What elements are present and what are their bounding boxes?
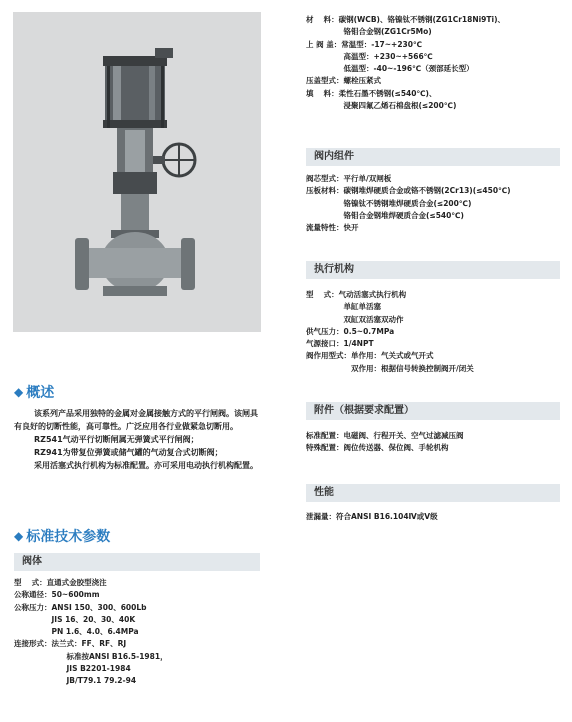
- actuator-band: 执行机构: [306, 261, 560, 279]
- spec-line: JB/T79.1 79.2-94: [14, 676, 137, 686]
- spec-line: 低温型：-40~-196℃（颈部延长型）: [306, 64, 474, 74]
- spec-line: 气源接口：1/4NPT: [306, 339, 374, 349]
- spec-line: 双缸双活塞双动作: [306, 314, 404, 324]
- spec-line: 高温型：+230~+566℃: [306, 51, 433, 61]
- spec-line: 阀作用型式：单作用：气关式或气开式: [306, 351, 434, 361]
- spec-line: 连接形式：法兰式：FF、RF、RJ: [14, 639, 127, 649]
- spec-line: 填 料：柔性石墨不锈钢(≤540℃)、: [306, 88, 437, 98]
- spec-line: JIS B2201-1984: [14, 664, 131, 674]
- spec-line: 双作用：根据信号转换控制阀开/闭关: [306, 363, 474, 373]
- overview-paragraph: 该系列产品采用独特的金属对金属接触方式的平行闸阀。该闸具有良好的切断性能，高可靠性。广泛应用各行业做紧急切断用。: [14, 409, 258, 431]
- performance-spec-list: [306, 511, 438, 523]
- overview-paragraph: RZ541气动平行切断闸属无弹簧式平行闸阀；: [34, 435, 199, 444]
- valve-image: [13, 12, 261, 332]
- overview-paragraph: 采用活塞式执行机构为标准配置。亦可采用电动执行机构配置。: [34, 461, 258, 470]
- body-spec-list: [14, 577, 168, 688]
- overview-text: [14, 407, 264, 472]
- spec-line: 压板材料：碳钢堆焊硬质合金或铬不锈钢(2Cr13)(≤450℃): [306, 186, 511, 196]
- spec-line: 铬镍钛不锈钢堆焊硬质合金(≤200℃): [306, 198, 472, 208]
- trim-band: 阀内组件: [306, 148, 560, 166]
- product-photo: [13, 12, 261, 332]
- actuator-spec-list: [306, 289, 474, 375]
- spec-line: 上 阀 盖：常温型：-17~+230℃: [306, 39, 423, 49]
- accessories-band: 附件（根据要求配置）: [306, 402, 560, 420]
- spec-line: 型 式：直通式金胶型浇注: [14, 578, 107, 587]
- spec-line: 材 料：碳钢(WCB)、铬镍钛不锈钢(ZG1Cr18Ni9Ti)、: [306, 15, 506, 24]
- specs-heading: [14, 526, 110, 546]
- spec-line: 单缸单活塞: [306, 302, 381, 312]
- spec-line: 压盖型式：螺栓压紧式: [306, 76, 381, 86]
- accessories-spec-list: [306, 430, 464, 455]
- spec-line: 泄漏量：符合ANSI B16.104Ⅳ或Ⅴ级: [306, 512, 438, 521]
- spec-line: 公称通径：50~600mm: [14, 590, 100, 600]
- spec-line: PN 1.6、4.0、6.4MPa: [14, 627, 139, 637]
- overview-title: 概述: [26, 385, 55, 401]
- spec-line: 铬钼合金钢堆焊硬质合金(≤540℃): [306, 210, 464, 220]
- specs-title: 标准技术参数: [26, 529, 111, 545]
- spec-line: JIS 16、20、30、40K: [14, 614, 136, 624]
- diamond-bullet-icon: ◆: [14, 385, 24, 399]
- trim-spec-list: [306, 173, 511, 234]
- spec-line: 标准按ANSI B16.5-1981，: [14, 651, 168, 661]
- spec-line: 标准配置：电磁阀、行程开关、空气过滤减压阀: [306, 431, 464, 440]
- spec-line: 浸聚四氟乙烯石棉盘根(≤200℃): [306, 101, 457, 111]
- diamond-bullet-icon: ◆: [14, 529, 24, 543]
- overview-heading: [14, 382, 54, 402]
- performance-band: 性能: [306, 484, 560, 502]
- spec-line: 铬钼合金钢(ZG1Cr5Mo): [306, 27, 432, 37]
- materials-spec-list: [306, 14, 505, 112]
- spec-line: 特殊配置：阀位传送器、保位阀、手轮机构: [306, 443, 449, 453]
- spec-line: 供气压力：0.5~0.7MPa: [306, 326, 395, 336]
- overview-paragraph: RZ941为带复位弹簧或储气罐的气动复合式切断阀；: [34, 448, 223, 457]
- spec-line: 型 式：气动活塞式执行机构: [306, 290, 407, 299]
- spec-line: 流量特性：快开: [306, 223, 359, 233]
- body-band: 阀体: [14, 553, 260, 571]
- spec-line: 阀芯型式：平行单/双闸板: [306, 174, 392, 183]
- spec-line: 公称压力：ANSI 150、300、600Lb: [14, 602, 147, 612]
